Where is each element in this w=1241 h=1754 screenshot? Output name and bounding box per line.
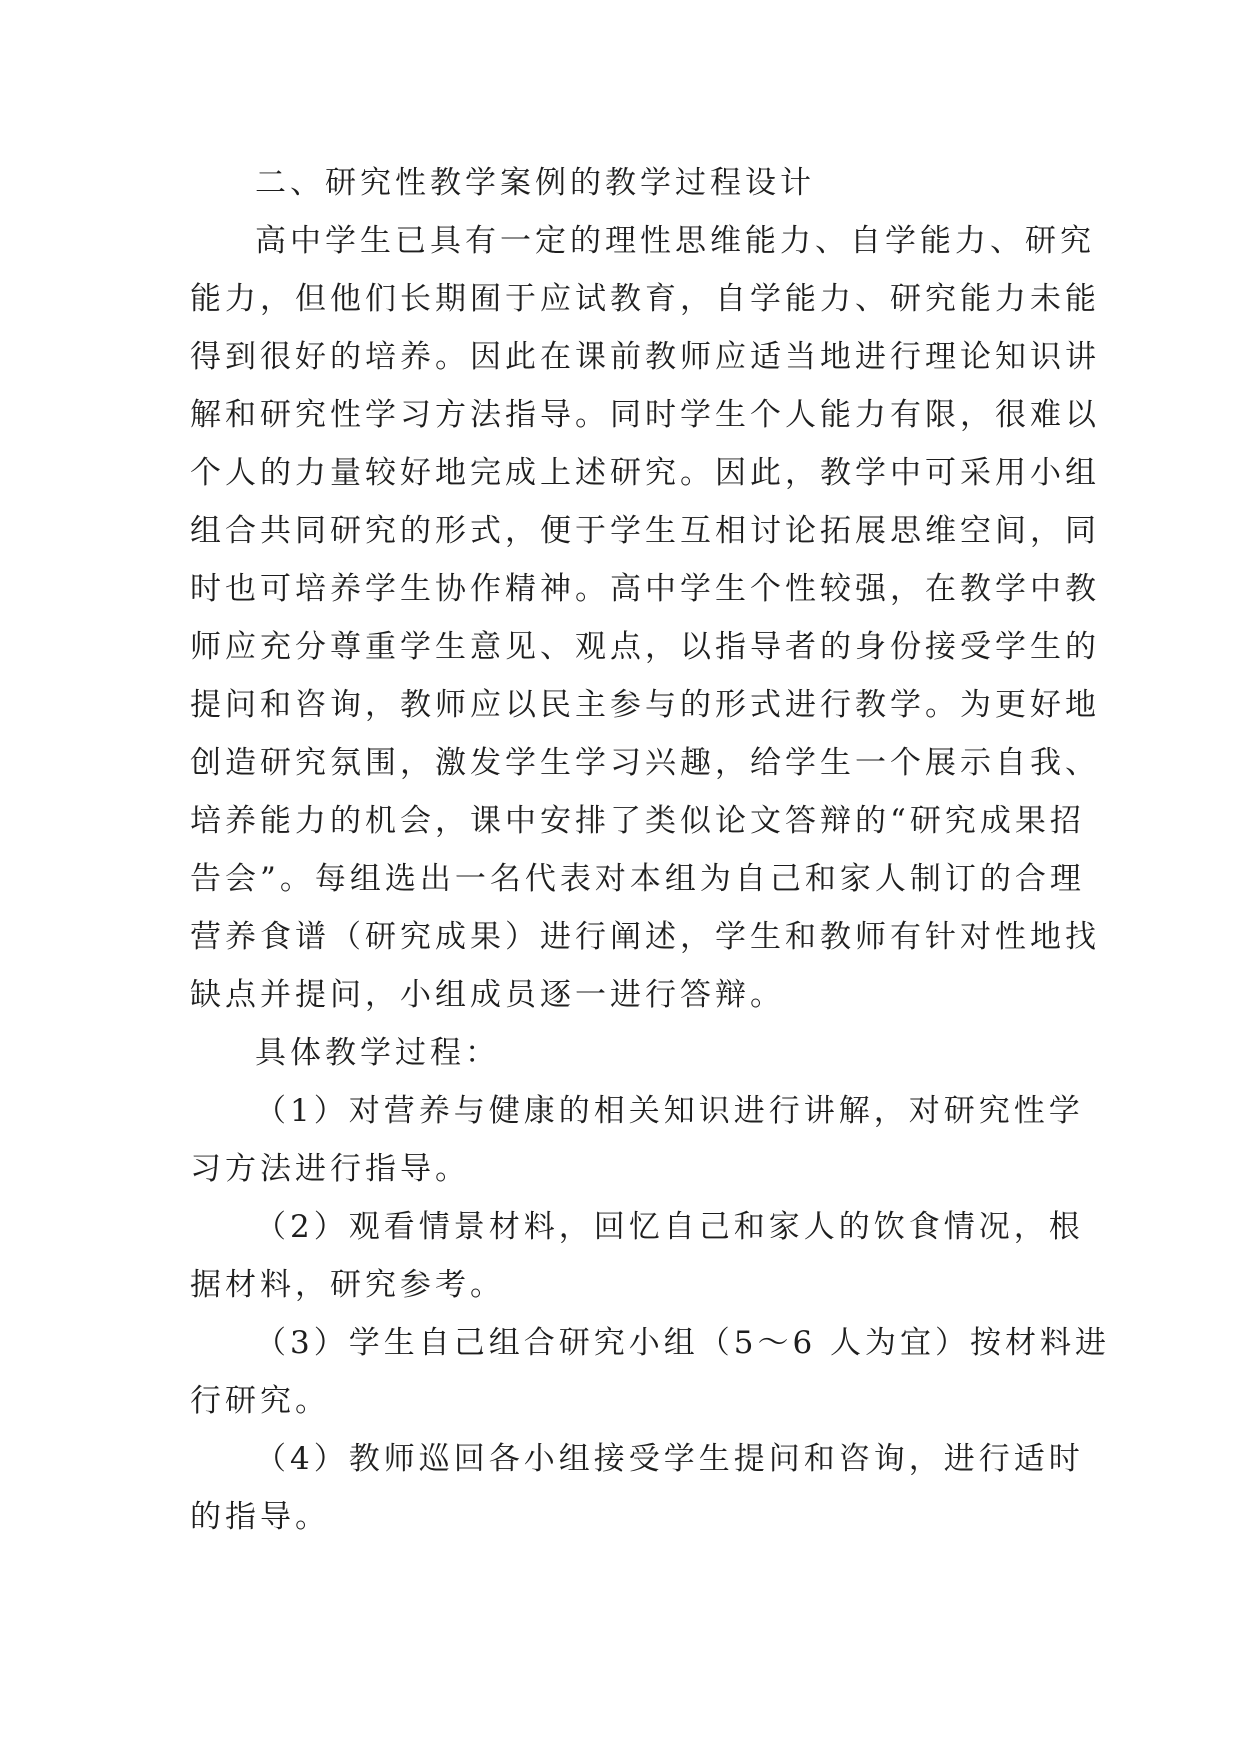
paragraph-line: 营养食谱（研究成果）进行阐述，学生和教师有针对性地找 [190, 919, 1100, 955]
paragraph-line: 培养能力的机会，课中安排了类似论文答辩的“研究成果招 [190, 803, 1085, 839]
step-line: 行研究。 [190, 1383, 330, 1419]
step-line: 据材料，研究参考。 [190, 1267, 505, 1303]
paragraph-line: 师应充分尊重学生意见、观点，以指导者的身份接受学生的 [190, 629, 1100, 665]
paragraph-line: 告会”。每组选出一名代表对本组为自己和家人制订的合理 [190, 861, 1085, 897]
paragraph-line: 时也可培养学生协作精神。高中学生个性较强，在教学中教 [190, 571, 1100, 607]
paragraph-line: 能力，但他们长期囿于应试教育，自学能力、研究能力未能 [190, 281, 1100, 317]
step-4 [190, 1430, 1084, 1546]
step-line: 的指导。 [190, 1499, 330, 1535]
step-1 [190, 1082, 1084, 1198]
paragraph-line: 得到很好的培养。因此在课前教师应适当地进行理论知识讲 [190, 339, 1100, 375]
step-line: 习方法进行指导。 [190, 1151, 470, 1187]
step-3 [190, 1314, 1111, 1430]
step-line: （3）学生自己组合研究小组（5～6 人为宜）按材料进 [255, 1325, 1111, 1361]
step-line: （1）对营养与健康的相关知识进行讲解，对研究性学 [255, 1093, 1084, 1129]
step-line: （4）教师巡回各小组接受学生提问和咨询，进行适时 [255, 1441, 1084, 1477]
paragraph-line: 解和研究性学习方法指导。同时学生个人能力有限，很难以 [190, 397, 1100, 433]
step-2 [190, 1198, 1084, 1314]
process-title: 具体教学过程： [255, 1035, 500, 1071]
paragraph-line: 高中学生已具有一定的理性思维能力、自学能力、研究 [255, 223, 1095, 259]
paragraph-line: 创造研究氛围，激发学生学习兴趣，给学生一个展示自我、 [190, 745, 1100, 781]
step-line: （2）观看情景材料，回忆自己和家人的饮食情况，根 [255, 1209, 1084, 1245]
section-heading: 二、研究性教学案例的教学过程设计 [255, 165, 815, 201]
paragraph-line: 个人的力量较好地完成上述研究。因此，教学中可采用小组 [190, 455, 1100, 491]
paragraph-intro [190, 212, 1100, 1024]
paragraph-line: 提问和咨询，教师应以民主参与的形式进行教学。为更好地 [190, 687, 1100, 723]
document-body [190, 154, 1111, 1546]
paragraph-line: 组合共同研究的形式，便于学生互相讨论拓展思维空间，同 [190, 513, 1100, 549]
paragraph-line: 缺点并提问，小组成员逐一进行答辩。 [190, 977, 785, 1013]
